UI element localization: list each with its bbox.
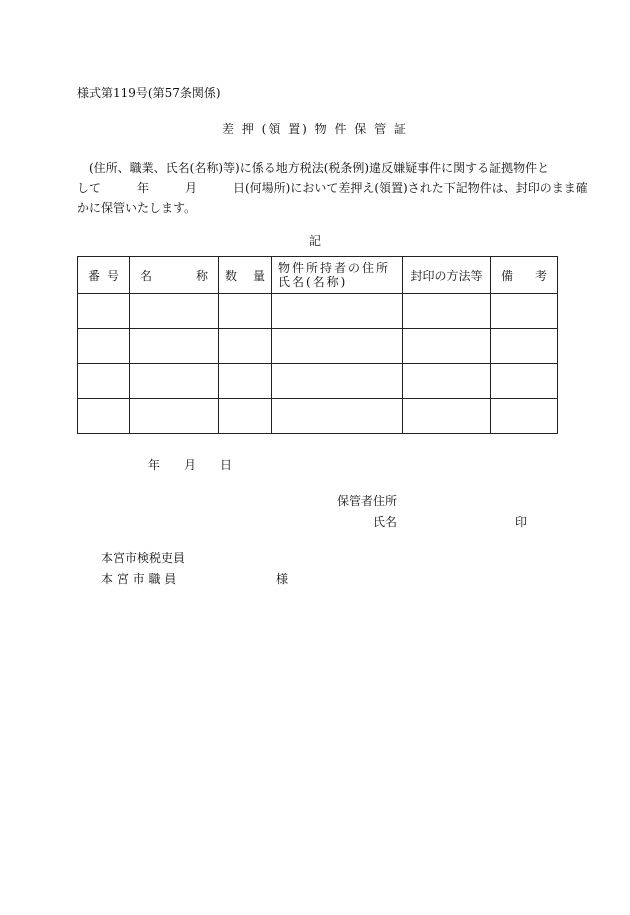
table-cell [272, 364, 403, 399]
table-cell [219, 364, 272, 399]
document-title: 差 押 (領 置) 物 件 保 管 証 [222, 122, 408, 136]
table-cell [130, 364, 219, 399]
addressee-line-2: 本 宮 市 職 員 [101, 572, 177, 586]
table-row [78, 364, 558, 399]
table-cell [403, 294, 491, 329]
addressee-line-1: 本宮市検税吏員 [101, 551, 186, 565]
table-cell [219, 294, 272, 329]
table-cell [78, 329, 130, 364]
table-row [78, 329, 558, 364]
table-cell [78, 399, 130, 434]
body-text [77, 158, 588, 218]
table-row [78, 294, 558, 329]
header-name: 名 称 [130, 257, 219, 294]
date-line [148, 458, 232, 472]
table-cell [403, 399, 491, 434]
ki-marker: 記 [308, 234, 321, 248]
items-table [77, 256, 558, 434]
date-year: 年 [148, 458, 161, 472]
custodian-name-label: 氏名 [373, 515, 398, 529]
date-day: 日 [220, 458, 233, 472]
table-cell [78, 294, 130, 329]
table-cell [219, 399, 272, 434]
header-remarks: 備 考 [491, 257, 558, 294]
table-cell [272, 399, 403, 434]
header-number: 番 号 [78, 257, 130, 294]
table-cell [272, 329, 403, 364]
addressee-honorific: 様 [276, 572, 289, 586]
table-cell [130, 399, 219, 434]
header-quantity: 数 量 [219, 257, 272, 294]
table-cell [272, 294, 403, 329]
table-row [78, 399, 558, 434]
form-number: 様式第119号(第57条関係) [77, 86, 221, 100]
table-cell [130, 294, 219, 329]
custodian-address-label: 保管者住所 [337, 494, 398, 508]
table-cell [130, 329, 219, 364]
table-cell [491, 294, 558, 329]
body-line-3: かに保管いたします。 [77, 201, 197, 215]
body-line-2: して 年 月 日(何場所)において差押え(領置)された下記物件は、封印のまま確 [77, 181, 588, 195]
seal-mark: 印 [515, 515, 528, 529]
header-seal-method: 封印の方法等 [403, 257, 491, 294]
table-cell [78, 364, 130, 399]
table-cell [491, 399, 558, 434]
table-cell [491, 364, 558, 399]
date-month: 月 [184, 458, 197, 472]
table-cell [403, 364, 491, 399]
table-cell [219, 329, 272, 364]
table-cell [403, 329, 491, 364]
table-header-row [78, 257, 558, 294]
header-owner: 物件所持者の住所 氏名(名称) [272, 257, 403, 294]
table-cell [491, 329, 558, 364]
body-line-1: (住所、職業、氏名(名称)等)に係る地方税法(税条例)違反嫌疑事件に関する証拠物件と [89, 161, 550, 175]
